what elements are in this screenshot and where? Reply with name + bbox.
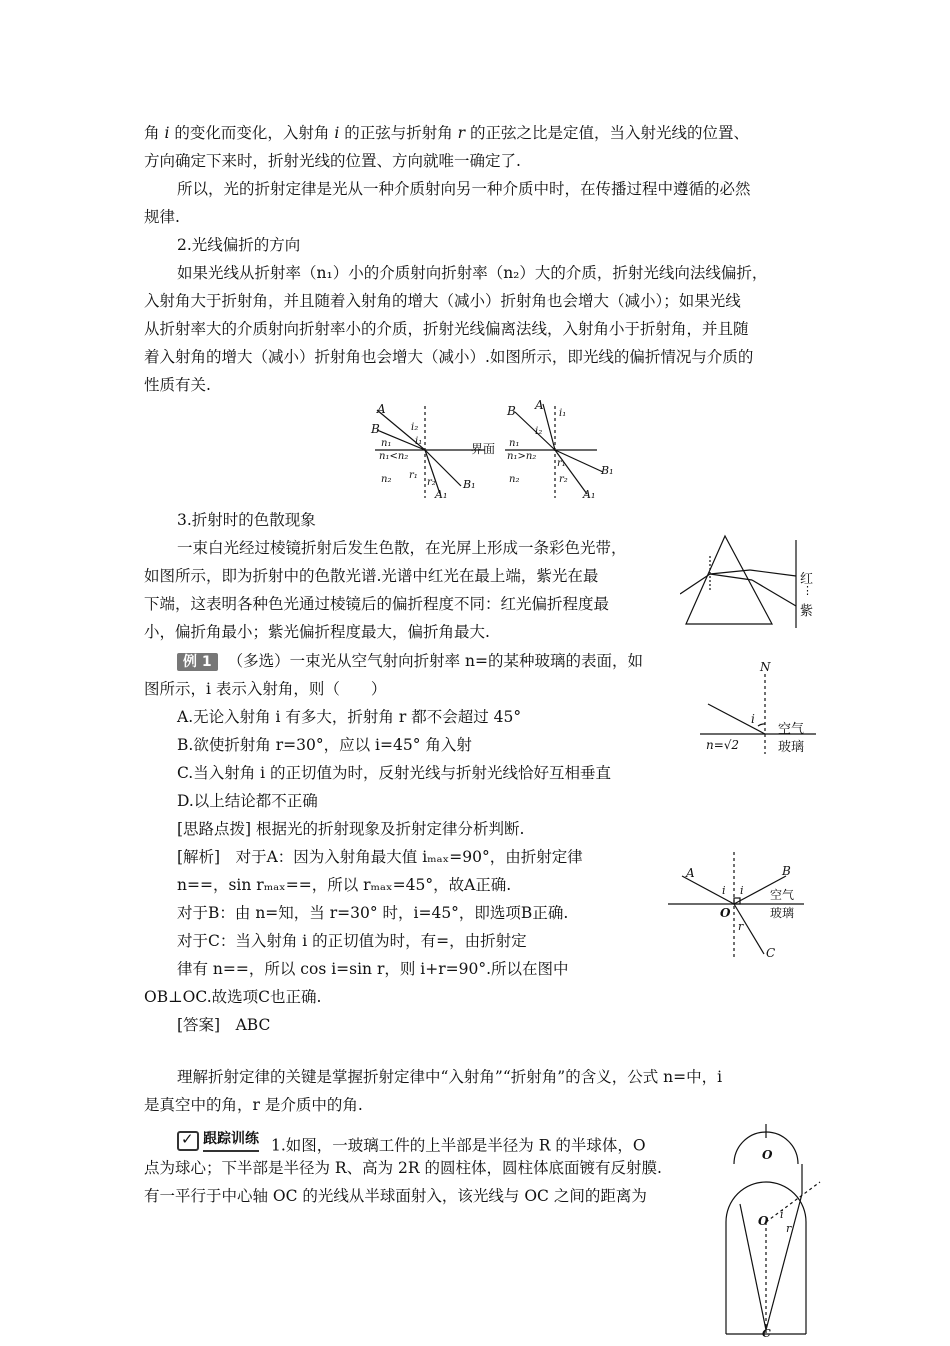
tracking-line3: 有一平行于中心轴 OC 的光线从半球面射入，该光线与 OC 之间的距离为 — [144, 1187, 647, 1205]
option-b: B.欲使折射角 r=30°，应以 i=45° 角入射 — [177, 736, 472, 754]
tracking-fig-C: C — [762, 1327, 771, 1340]
option-c: C.当入射角 i 的正切值为时，反射光线与折射光线恰好互相垂直 — [177, 764, 612, 782]
solution-line6: OB⊥OC.故选项C也正确. — [144, 988, 322, 1006]
solution-line5: 律有 n==，所以 cos i=sin r，则 i+r=90°.所以在图中 — [177, 960, 569, 978]
prism-violet: 紫 — [800, 604, 814, 619]
solution-fig-B: B — [782, 864, 791, 878]
fig1-right-i1: i₁ — [559, 408, 567, 419]
tracking-fig-i: i — [780, 1208, 784, 1221]
fig1-left-A: A — [377, 402, 386, 416]
summary-line1: 理解折射定律的关键是掌握折射定律中“入射角”“折射角”的含义，公式 n=中，i — [177, 1068, 723, 1086]
fig1-right-B1: B₁ — [601, 464, 614, 477]
refraction-figure — [365, 398, 625, 504]
fig1-left-n2: n₂ — [381, 474, 392, 485]
para1-line1: 角 i 的变化而变化，入射角 i 的正弦与折射角 r 的正弦之比是定值，当入射光线的位置、 — [144, 124, 750, 142]
fig1-right-B: B — [507, 404, 516, 418]
fig1-left-r1: r₁ — [409, 470, 418, 481]
check-icon — [177, 1131, 199, 1151]
example-fig-i: i — [751, 712, 755, 726]
example-fig-n: n=√2 — [706, 738, 740, 752]
example-fig-N: N — [760, 660, 771, 674]
solution-line2: n==，sin rₘₐₓ==，所以 rₘₐₓ=45°，故A正确. — [177, 876, 512, 894]
fig1-right-n1: n₁ — [509, 438, 520, 449]
solution-figure — [668, 846, 818, 966]
fig1-right-n2: n₂ — [509, 474, 520, 485]
fig1-right-r1: r₁ — [557, 458, 566, 469]
tracking-line2: 点为球心；下半部是半径为 R、高为 2R 的圆柱体，圆柱体底面镀有反射膜. — [144, 1159, 662, 1177]
solution-line3: 对于B：由 n=知，当 r=30° 时，i=45°，即选项B正确. — [177, 904, 569, 922]
para2-line1: 所以，光的折射定律是光从一种介质射向另一种介质中时，在传播过程中遵循的必然 — [177, 180, 751, 198]
option-d: D.以上结论都不正确 — [177, 792, 318, 810]
fig1-right-i2: i₂ — [535, 426, 543, 437]
tracking-fig-O: O — [758, 1214, 769, 1228]
fig1-left-A1: A₁ — [435, 488, 448, 501]
sec3-line4: 小，偏折角最小；紫光偏折程度最大，偏折角最大. — [144, 623, 490, 641]
sec2-line1: 如果光线从折射率（n₁）小的介质射向折射率（n₂）大的介质，折射光线向法线偏折， — [177, 264, 768, 282]
example-fig-glass: 玻璃 — [778, 740, 805, 755]
solution-line1: [解析] 对于A：因为入射角最大值 iₘₐₓ=90°，由折射定律 — [177, 848, 583, 866]
fig1-left-n1: n₁ — [381, 438, 392, 449]
tracking-fig-r: r — [786, 1222, 792, 1235]
solution-fig-O: O — [720, 906, 731, 920]
example-figure — [700, 660, 820, 755]
sec3-line1: 一束白光经过棱镜折射后发生色散，在光屏上形成一条彩色光带， — [177, 539, 627, 557]
example-fig-air: 空气 — [778, 722, 805, 737]
sec2-line3: 从折射率大的介质射向折射率小的介质，折射光线偏离法线，入射角小于折射角，并且随 — [144, 320, 749, 338]
sec3-line2: 如图所示，即为折射中的色散光谱.光谱中红光在最上端，紫光在最 — [144, 567, 599, 585]
para1-line2: 方向确定下来时，折射光线的位置、方向就唯一确定了. — [144, 152, 521, 170]
example-line1: 例 1 （多选）一束光从空气射向折射率 n=的某种玻璃的表面，如 — [177, 651, 643, 671]
fig1-left-i1: i₁ — [415, 436, 423, 447]
fig1-left-i2: i₂ — [411, 422, 419, 433]
sec2-line5: 性质有关. — [144, 376, 211, 394]
fig1-left-r2: r₂ — [427, 477, 436, 488]
solution-fig-glass: 玻璃 — [770, 906, 795, 920]
solution-fig-C: C — [766, 946, 776, 960]
solution-fig-A: A — [686, 866, 695, 880]
tracking-line1: ✓ 跟踪训练 1.如图，一玻璃工件的上半部是半径为 R 的半球体，O — [177, 1129, 646, 1156]
tracking-badge: ✓ 跟踪训练 — [177, 1129, 259, 1152]
fig1-interface: 界面 — [471, 442, 496, 456]
fig1-left-B1: B₁ — [463, 478, 476, 491]
fig1-left-cond: n₁<n₂ — [379, 451, 409, 462]
solution-fig-air: 空气 — [770, 888, 795, 902]
fig1-right-A1: A₁ — [583, 488, 596, 501]
option-a: A.无论入射角 i 有多大，折射角 r 都不会超过 45° — [177, 708, 522, 726]
solution-fig-i1: i — [722, 884, 726, 897]
sec2-line2: 入射角大于折射角，并且随着入射角的增大（减小）折射角也会增大（减小）；如果光线 — [144, 292, 741, 310]
fig1-left-B: B — [371, 422, 380, 436]
sec2-title: 2.光线偏折的方向 — [177, 236, 301, 254]
prism-figure — [680, 532, 820, 628]
hemisphere-cylinder-figure — [716, 1124, 826, 1342]
fig1-right-r2: r₂ — [559, 474, 568, 485]
sec2-line4: 着入射角的增大（减小）折射角也会增大（减小）.如图所示，即光线的偏折情况与介质的 — [144, 348, 754, 366]
solution-fig-r: r — [738, 920, 744, 933]
example-line2: 图所示，i 表示入射角，则（ ） — [144, 680, 387, 698]
fig1-right-cond: n₁>n₂ — [507, 451, 537, 462]
answer-line: [答案] ABC — [177, 1016, 271, 1034]
summary-line2: 是真空中的角，r 是介质中的角. — [144, 1096, 363, 1114]
sec3-title: 3.折射时的色散现象 — [177, 511, 316, 529]
solution-fig-i2: i — [740, 884, 744, 897]
prism-dots: ⋮ — [802, 584, 813, 597]
sec3-line3: 下端，这表明各种色光通过棱镜后的偏折程度不同：红光偏折程度最 — [144, 595, 610, 613]
fig1-right-A: A — [535, 398, 544, 412]
prism-red: 红 — [800, 572, 814, 587]
hint-line: [思路点拨] 根据光的折射现象及折射定律分析判断. — [177, 820, 525, 838]
tracking-fig-O-top: O — [762, 1148, 773, 1162]
para2-line2: 规律. — [144, 208, 180, 226]
solution-line4: 对于C：当入射角 i 的正切值为时，有=，由折射定 — [177, 932, 527, 950]
example-badge: 例 1 — [177, 653, 218, 671]
